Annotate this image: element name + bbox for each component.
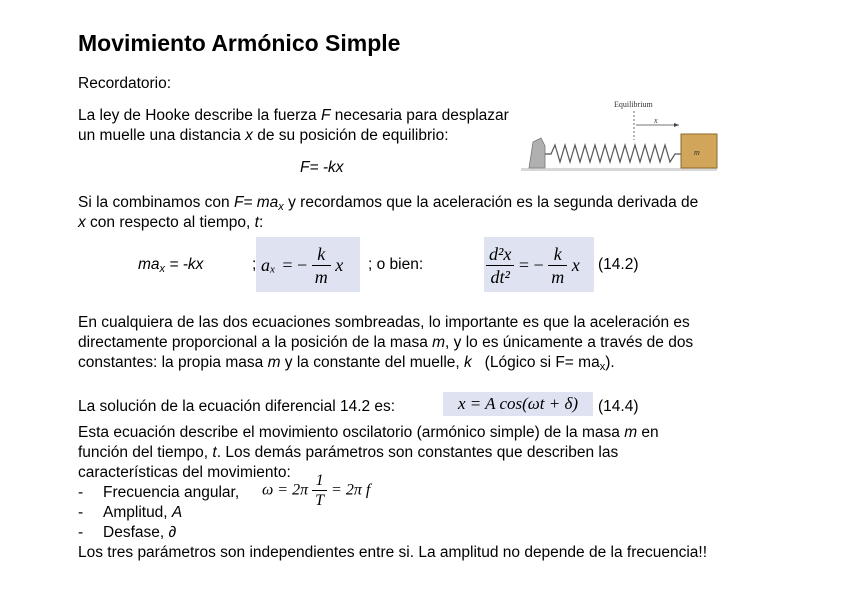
newton-equation: $ma_x = -kx$ xyxy=(138,256,204,275)
equation-number-14-2: (14.2) xyxy=(598,256,639,273)
shaded-equation-2: $\frac{\text{d²x}}{\text{dt²}}$ = − $\frac{k}{m}$ x xyxy=(484,237,594,292)
separator: ; xyxy=(252,256,257,273)
conclusion-line: Los tres parámetros son independientes entre si. La amplitud no depende de la frecuencia!! xyxy=(78,544,708,561)
description-line-1: Esta ecuación describe el movimiento oscilatorio (armónico simple) de la masa m en xyxy=(78,424,659,441)
paragraph2-line-3: constantes: la propia masa m y la constante del muelle, k (Lógico si $F= ma_x$). xyxy=(78,354,615,373)
description-line-3: características del movimiento: xyxy=(78,464,291,481)
mass-label: m xyxy=(694,148,700,157)
o-bien-label: ; o bien: xyxy=(368,256,424,273)
list-item-phase: - Desfase, ∂ xyxy=(78,524,177,541)
spring-diagram xyxy=(515,96,725,176)
combine-line-2: x con respecto al tiempo, t: xyxy=(78,214,264,231)
frequency-equation: ω = 2π $\frac{1}{T}$ = 2π f xyxy=(262,472,371,509)
paragraph2-line-2: directamente proporcional a la posición de la masa m, y lo es únicamente a través de dos xyxy=(78,334,694,351)
description-line-2: función del tiempo, t. Los demás parámetros son constantes que describen las xyxy=(78,444,619,461)
x-label: x xyxy=(654,116,658,125)
hooke-line-2: un muelle una distancia x de su posición de equilibrio: xyxy=(78,127,449,144)
paragraph2-line-1: En cualquiera de las dos ecuaciones sombreadas, lo importante es que la aceleración es xyxy=(78,314,690,331)
solution-text: La solución de la ecuación diferencial 14.2 es: xyxy=(78,398,396,415)
shaded-equation-1: $a_x$ = − $\frac{k}{m}$ x xyxy=(256,237,360,292)
solution-equation: x = A cos(ωt + δ) xyxy=(443,392,593,416)
recordatorio-label: Recordatorio: xyxy=(78,75,172,92)
wall-bracket xyxy=(529,138,545,168)
hooke-formula: F= -kx xyxy=(300,159,344,176)
equation-number-14-4: (14.4) xyxy=(598,398,639,415)
spring xyxy=(545,145,681,162)
equilibrium-label: Equilibrium xyxy=(614,100,653,109)
hooke-line-1: La ley de Hooke describe la fuerza F necesaria para desplazar xyxy=(78,107,509,124)
list-item-frequency: - Frecuencia angular, xyxy=(78,484,240,501)
list-item-amplitude: - Amplitud, A xyxy=(78,504,183,521)
combine-line-1: Si la combinamos con $F= ma_x$ y recordamos que la aceleración es la segunda derivada de xyxy=(78,194,699,213)
page-title: Movimiento Armónico Simple xyxy=(78,30,401,56)
